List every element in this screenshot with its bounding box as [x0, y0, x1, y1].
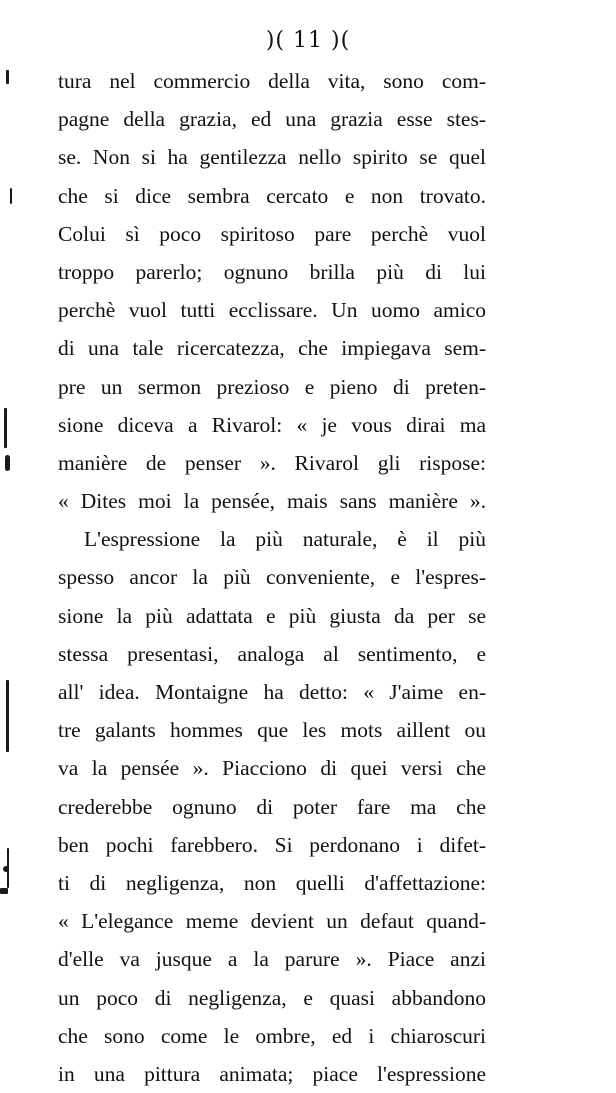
text-line: tre galants hommes que les mots aillent ou — [58, 718, 486, 743]
text-line: pre un sermon prezioso e pieno di preten- — [58, 374, 486, 399]
text-line: ben pochi farebbero. Si perdonano i difet- — [58, 832, 486, 857]
scan-edge-mark — [4, 408, 7, 448]
text-line: manière de penser ». Rivarol gli rispose: — [58, 450, 486, 475]
text-line-paragraph-start: L'espressione la più naturale, è il più — [84, 527, 486, 552]
page-number: )( 11 )( — [265, 28, 351, 53]
text-line: « L'elegance meme devient un defaut quand- — [58, 909, 486, 934]
text-line: un poco di negligenza, e quasi abbandono — [58, 985, 486, 1010]
text-line: sione diceva a Rivarol: « je vous dirai ma — [58, 412, 486, 437]
text-line: spesso ancor la più conveniente, e l'espres- — [58, 565, 486, 590]
text-line: di una tale ricercatezza, che impiegava sem- — [58, 336, 486, 361]
text-line: d'elle va jusque a la parure ». Piace anzi — [58, 947, 486, 972]
scan-edge-mark — [3, 866, 9, 872]
scan-edge-mark — [10, 188, 12, 204]
text-line: tura nel commercio della vita, sono com- — [58, 69, 486, 93]
scan-edge-mark — [6, 680, 9, 752]
text-line: all' idea. Montaigne ha detto: « J'aime en- — [58, 680, 486, 704]
text-line: se. Non si ha gentilezza nello spirito se quel — [58, 145, 486, 170]
text-line: va la pensée ». Piacciono di quei versi che — [58, 756, 486, 781]
text-line: che sono come le ombre, ed i chiaroscuri — [58, 1023, 486, 1048]
text-line: Colui sì poco spiritoso pare perchè vuol — [58, 221, 486, 246]
text-line: sione la più adattata e più giusta da per se — [58, 603, 486, 628]
text-line: stessa presentasi, analoga al sentimento, e — [58, 641, 486, 666]
text-line: crederebbe ognuno di poter fare ma che — [58, 794, 486, 819]
text-line: pagne della grazia, ed una grazia esse stes- — [58, 107, 486, 132]
scan-edge-mark — [5, 455, 10, 471]
text-line: troppo parerlo; ognuno brilla più di lui — [58, 259, 486, 284]
text-line: in una pittura animata; piace l'espressione — [58, 1061, 486, 1086]
scan-edge-mark — [0, 888, 8, 894]
text-line: « Dites moi la pensée, mais sans manière ». — [58, 489, 486, 514]
body-text — [58, 62, 486, 1093]
scan-edge-mark — [6, 70, 9, 84]
text-line: perchè vuol tutti ecclissare. Un uomo amico — [58, 298, 486, 323]
text-line: ti di negligenza, non quelli d'affettazione: — [58, 870, 486, 895]
text-line: che si dice sembra cercato e non trovato. — [58, 183, 486, 208]
